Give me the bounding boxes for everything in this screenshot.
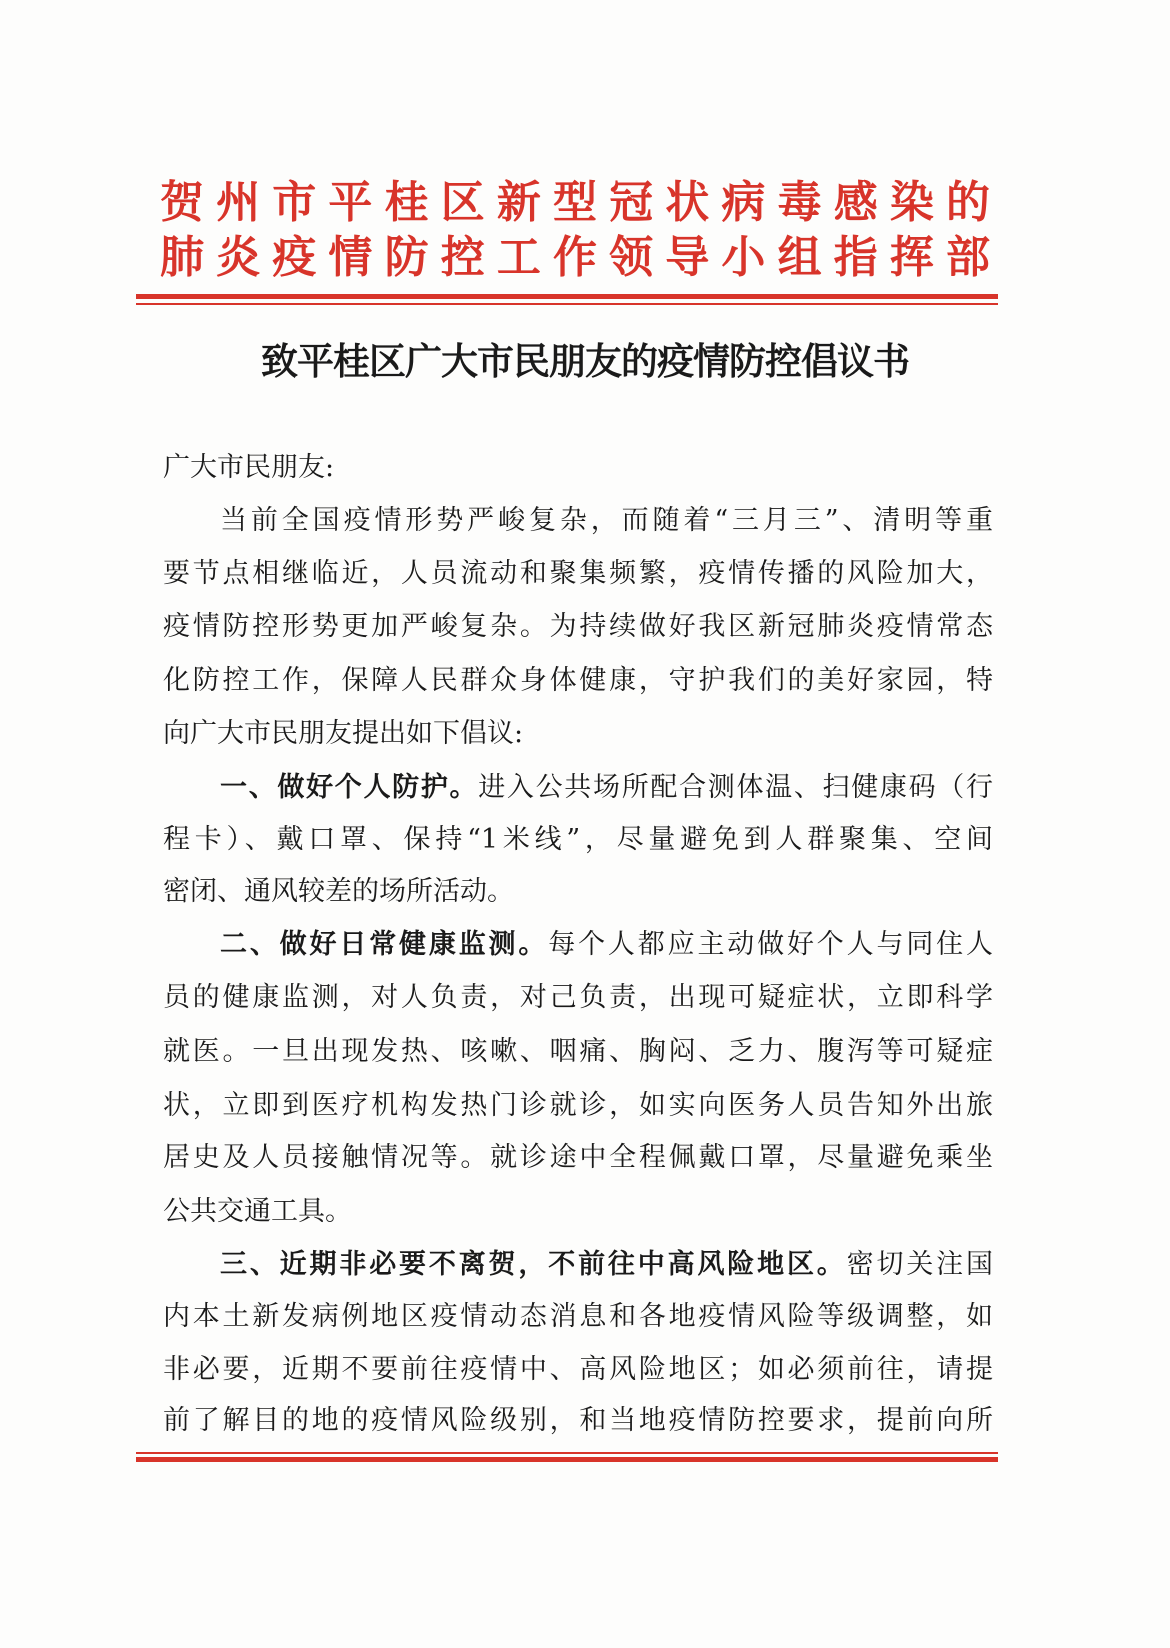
line-text: 状，立即到医疗机构发热门诊就诊，如实向医务人员告知外出旅 (163, 1090, 993, 1121)
body-text-line (163, 1352, 993, 1388)
body-text-line (163, 874, 993, 910)
line-text: 要节点相继临近，人员流动和聚集频繁，疫情传播的风险加大， (163, 558, 993, 589)
line-text: 内本土新发病例地区疫情动态消息和各地疫情风险等级调整，如 (163, 1301, 993, 1332)
section-heading: 三、近期非必要不离贺，不前往中高风险地区。 (220, 1249, 847, 1280)
line-text: 居史及人员接触情况等。就诊途中全程佩戴口罩，尽量避免乘坐 (163, 1142, 993, 1173)
body-text-line (163, 1140, 993, 1176)
line-text: 公共交通工具。 (163, 1196, 352, 1227)
body-text-line (163, 1034, 993, 1070)
header-divider-thick (136, 294, 998, 299)
line-text: 进入公共场所配合测体温、扫健康码（行 (478, 772, 994, 803)
line-text: 密切关注国 (846, 1249, 994, 1280)
document-title: 致平桂区广大市民朋友的疫情防控倡议书 (261, 339, 909, 383)
issuer-name-line-1: 贺州市平桂区新型冠状病毒感染的 (160, 177, 990, 228)
body-text-line (163, 556, 993, 592)
body-text-line (163, 609, 993, 645)
section-heading: 一、做好个人防护。 (220, 772, 479, 803)
line-text: 前了解目的地的疫情风险级别，和当地疫情防控要求，提前向所 (163, 1405, 993, 1436)
section-heading: 二、做好日常健康监测。 (220, 929, 549, 960)
section-heading-line (220, 927, 993, 963)
footer-divider-thick (136, 1457, 998, 1462)
body-text-line (163, 980, 993, 1016)
body-text-line (163, 822, 993, 858)
body-text-line (163, 1088, 993, 1124)
line-text: 当前全国疫情形势严峻复杂，而随着“三月三”、清明等重 (220, 505, 993, 536)
line-text: 程卡）、戴口罩、保持“1米线”，尽量避免到人群聚集、空间 (163, 824, 993, 855)
body-text-line (220, 503, 993, 539)
body-text-line (163, 1194, 993, 1230)
body-text-line (163, 716, 993, 752)
line-text: 就医。一旦出现发热、咳嗽、咽痛、胸闷、乏力、腹泻等可疑症 (163, 1036, 993, 1067)
footer-divider-thin (136, 1452, 998, 1454)
body-text-line (163, 663, 993, 699)
line-text: 化防控工作，保障人民群众身体健康，守护我们的美好家园，特 (163, 665, 993, 696)
line-text: 每个人都应主动做好个人与同住人 (548, 929, 994, 960)
body-text-line (163, 1299, 993, 1335)
salutation: 广大市民朋友: (163, 452, 335, 483)
section-heading-line (220, 770, 993, 806)
line-text: 非必要，近期不要前往疫情中、高风险地区；如必须前往，请提 (163, 1354, 993, 1385)
section-heading-line (220, 1247, 993, 1283)
body-text-line (163, 1403, 993, 1439)
line-text: 密闭、通风较差的场所活动。 (163, 876, 514, 907)
issuer-name-line-2: 肺炎疫情防控工作领导小组指挥部 (160, 232, 990, 283)
line-text: 疫情防控形势更加严峻复杂。为持续做好我区新冠肺炎疫情常态 (163, 611, 993, 642)
line-text: 员的健康监测，对人负责，对己负责，出现可疑症状，立即科学 (163, 982, 993, 1013)
line-text: 向广大市民朋友提出如下倡议: (163, 718, 524, 749)
header-divider-thin (136, 303, 998, 305)
